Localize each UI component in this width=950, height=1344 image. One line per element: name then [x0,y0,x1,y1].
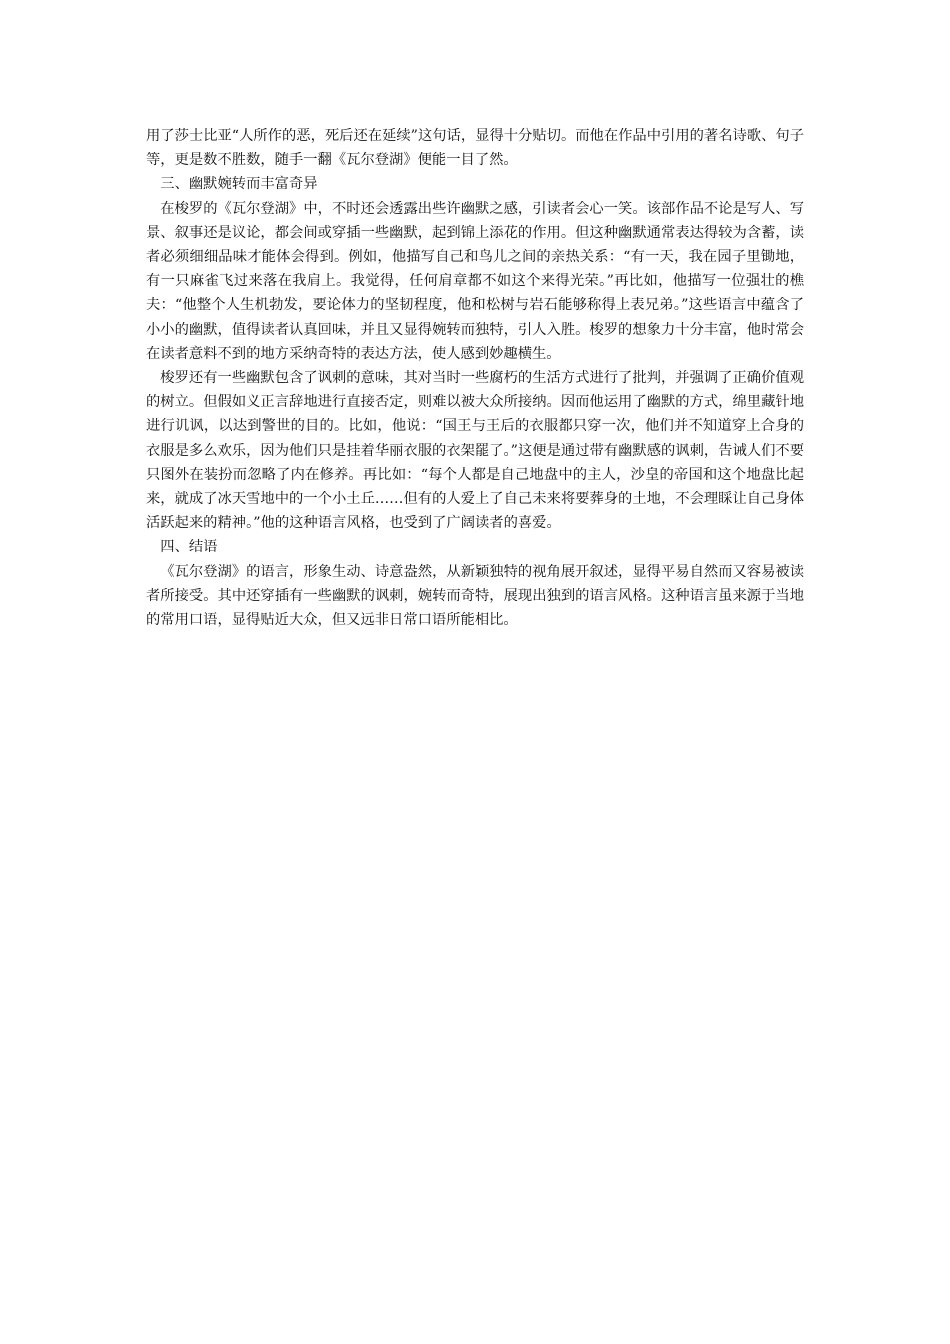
section-heading-conclusion: 四、结语 [160,539,218,556]
document-page [146,124,804,632]
paragraph-conclusion: 《瓦尔登湖》的语言，形象生动、诗意盎然，从新颖独特的视角展开叙述，显得平易自然而又容易被读者所接受。其中还穿插有一些幽默的讽刺，婉转而奇特，展现出独到的语言风格。这种语言虽来源于当地的常用口语，显得贴近大众，但又远非日常口语所能相比。 [146,563,804,629]
paragraph-continuation: 用了莎士比亚“人所作的恶，死后还在延续”这句话，显得十分贴切。而他在作品中引用的著名诗歌、句子等，更是数不胜数，随手一翻《瓦尔登湖》便能一目了然。 [146,128,804,169]
paragraph-humor-satire: 梭罗还有一些幽默包含了讽刺的意味，其对当时一些腐朽的生活方式进行了批判，并强调了正确价值观的树立。但假如义正言辞地进行直接否定，则难以被大众所接纳。因而他运用了幽默的方式，绵里藏针地进行讥讽，以达到警世的目的。比如，他说：“国王与王后的衣服都只穿一次，他们并不知道穿上合身的衣服是多么欢乐，因为他们只是挂着华丽衣服的衣架罷了。”这便是通过带有幽默感的讽刺，告诫人们不要只图外在装扮而忽略了内在修养。再比如：“每个人都是自己地盘中的主人，沙皇的帝国和这个地盘比起来，就成了冰天雪地中的一个小土丘……但有的人爱上了自己未来将要葬身的土地，不会理睬让自己身体活跃起来的精神。”他的这种语言风格，也受到了广阔读者的喜爱。 [146,370,804,532]
section-heading-humor: 三、幽默婉转而丰富奇异 [160,176,318,193]
paragraph-humor-intro: 在梭罗的《瓦尔登湖》中，不时还会透露出些许幽默之感，引读者会心一笑。该部作品不论是写人、写景、叙事还是议论，都会间或穿插一些幽默，起到锦上添花的作用。但这种幽默通常表达得较为含蓄，读者必须细细品味才能体会得到。例如，他描写自己和鸟儿之间的亲热关系：“有一天，我在园子里锄地，有一只麻雀飞过来落在我肩上。我觉得，任何肩章都不如这个来得光荣。”再比如，他描写一位强壮的樵夫：“他整个人生机勃发，要论体力的坚韧程度，他和松树与岩石能够称得上表兄弟。”这些语言中蕴含了小小的幽默，值得读者认真回味，并且又显得婉转而独特，引人入胜。梭罗的想象力十分丰富，他时常会在读者意料不到的地方采纳奇特的表达方法，使人感到妙趣横生。 [146,200,804,362]
